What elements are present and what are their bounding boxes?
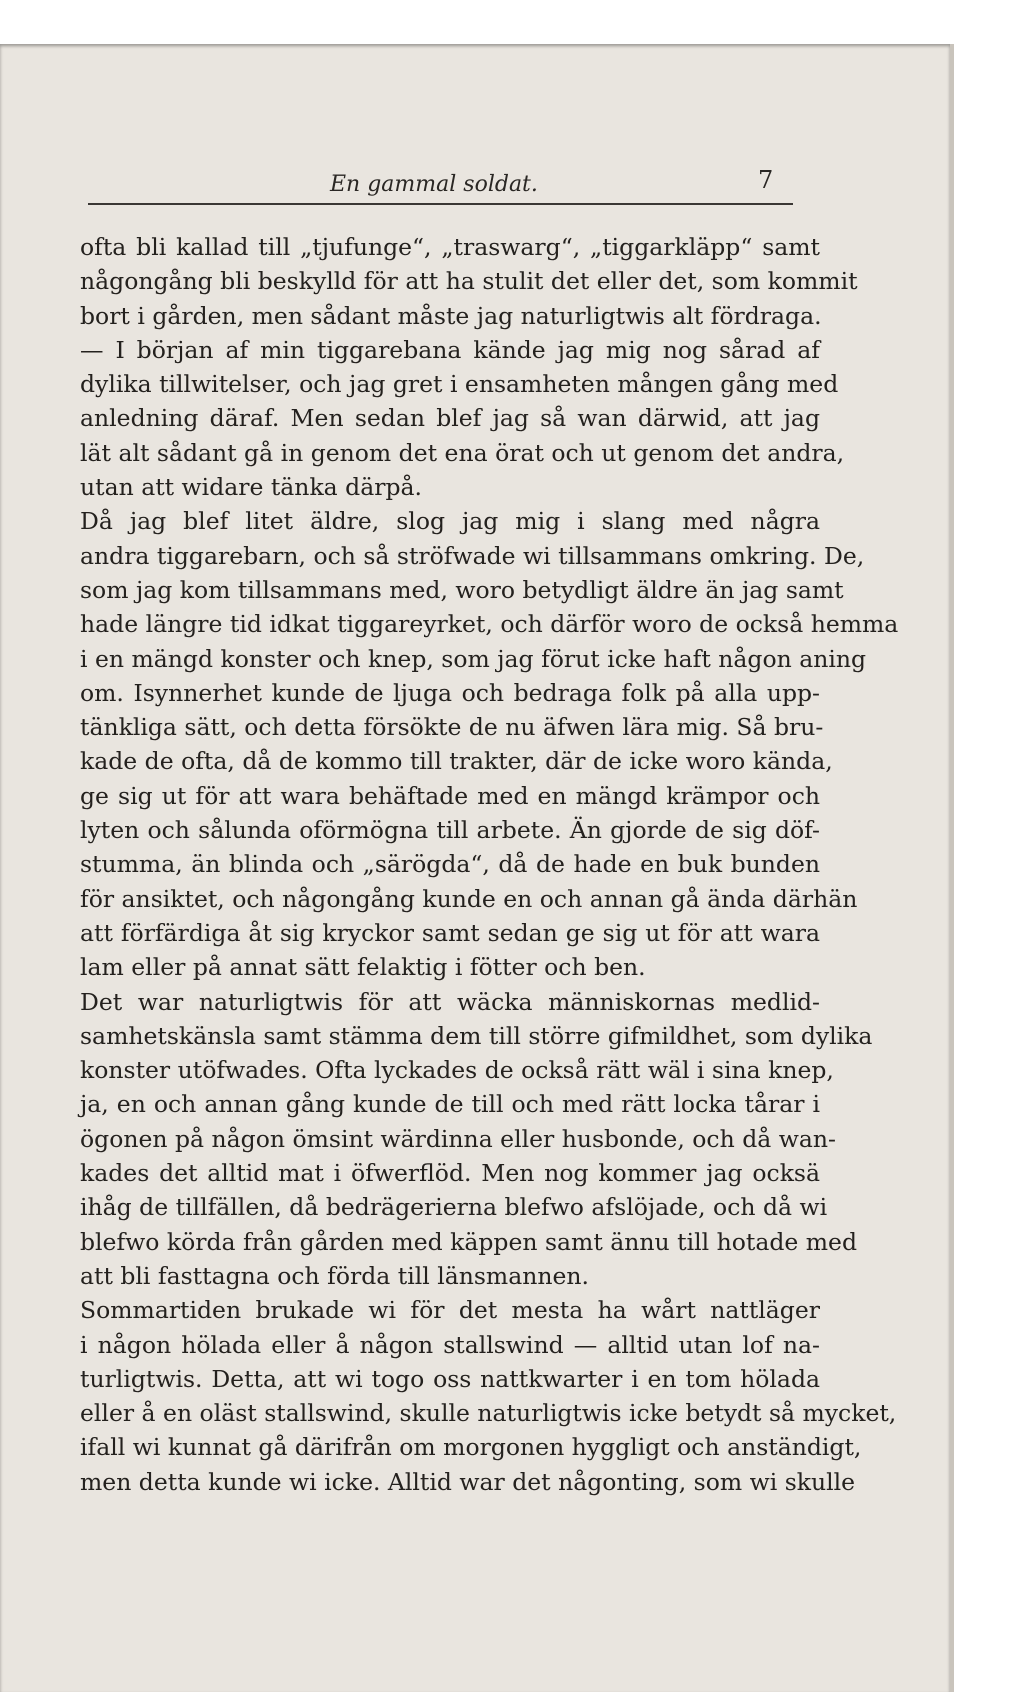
text-line: om. Isynnerhet kunde de ljuga och bedraga folk på alla upp- [80,678,820,707]
text-line: eller å en oläst stallswind, skulle naturligtwis icke betydt så mycket, [80,1399,897,1428]
text-line: hade längre tid idkat tiggareyrket, och därför woro de också hemma [80,610,899,639]
text-line: — I början af min tiggarebana kände jag mig nog sårad af [80,335,820,364]
text-line: någongång bli beskylld för att ha stulit det eller det, som kommit [80,267,858,296]
text-line: som jag kom tillsammans med, woro betydligt äldre än jag samt [80,575,844,604]
text-line: kades det alltid mat i öfwerflöd. Men nog kommer jag ocksä [80,1159,820,1188]
page-number: 7 [758,166,774,194]
text-line: att bli fasttagna och förda till länsmannen. [80,1261,590,1290]
text-line: ge sig ut för att wara behäftade med en mängd krämpor och [80,781,820,810]
text-line: samhetskänsla samt stämma dem till större gifmildhet, som dylika [80,1021,873,1050]
text-line: ofta bli kallad till „tjufunge“, „traswarg“, „tiggarkläpp“ samt [80,233,820,261]
text-line: i någon hölada eller å någon stallswind — alltid utan lof na- [80,1330,820,1359]
text-line: konster utöfwades. Ofta lyckades de också rätt wäl i sina knep, [80,1056,834,1085]
text-line: ögonen på någon ömsint wärdinna eller husbonde, och då wan- [80,1124,836,1153]
text-line: turligtwis. Detta, att wi togo oss nattkwarter i en tom hölada [80,1364,820,1393]
text-line: bort i gården, men sådant måste jag naturligtwis alt fördraga. [80,301,822,330]
text-line: utan att widare tänka därpå. [80,473,422,502]
text-line: anledning däraf. Men sedan blef jag så wan därwid, att jag [80,404,820,433]
text-line: att förfärdiga åt sig kryckor samt sedan ge sig ut för att wara [80,918,820,947]
text-line: för ansiktet, och någongång kunde en och annan gå ända därhän [80,884,858,913]
text-line: men detta kunde wi icke. Alltid war det någonting, som wi skulle [80,1467,856,1496]
text-line: ja, en och annan gång kunde de till och med rätt locka tårar i [80,1090,820,1119]
running-head: En gammal soldat. [330,172,538,197]
text-line: Det war naturligtwis för att wäcka människornas medlid- [80,987,820,1016]
text-line: Då jag blef litet äldre, slog jag mig i slang med några [80,507,820,536]
text-line: lät alt sådant gå in genom det ena örat och ut genom det andra, [80,438,845,467]
text-line: stumma, än blinda och „särögda“, då de hade en buk bunden [80,850,820,879]
text-line: tänkliga sätt, och detta försökte de nu äfwen lära mig. Så bru- [80,713,824,742]
text-line: i en mängd konster och knep, som jag förut icke haft någon aning [80,644,867,673]
header-rule [88,203,793,205]
text-line: kade de ofta, då de kommo till trakter, där de icke woro kända, [80,747,833,776]
text-line: blefwo körda från gården med käppen samt ännu till hotade med [80,1227,857,1256]
body-text [80,230,899,1499]
text-line: andra tiggarebarn, och så ströfwade wi tillsammans omkring. De, [80,541,865,570]
text-line: lam eller på annat sätt felaktig i fötter och ben. [80,953,646,982]
text-line: lyten och sålunda oförmögna till arbete. Än gjorde de sig döf- [80,816,820,845]
text-line: dylika tillwitelser, och jag gret i ensamheten mången gång med [80,370,839,399]
text-line: Sommartiden brukade wi för det mesta ha wårt nattläger [80,1296,820,1325]
text-line: ifall wi kunnat gå därifrån om morgonen hyggligt och anständigt, [80,1433,862,1462]
text-line: ihåg de tillfällen, då bedrägerierna blefwo afslöjade, och då wi [80,1193,828,1222]
